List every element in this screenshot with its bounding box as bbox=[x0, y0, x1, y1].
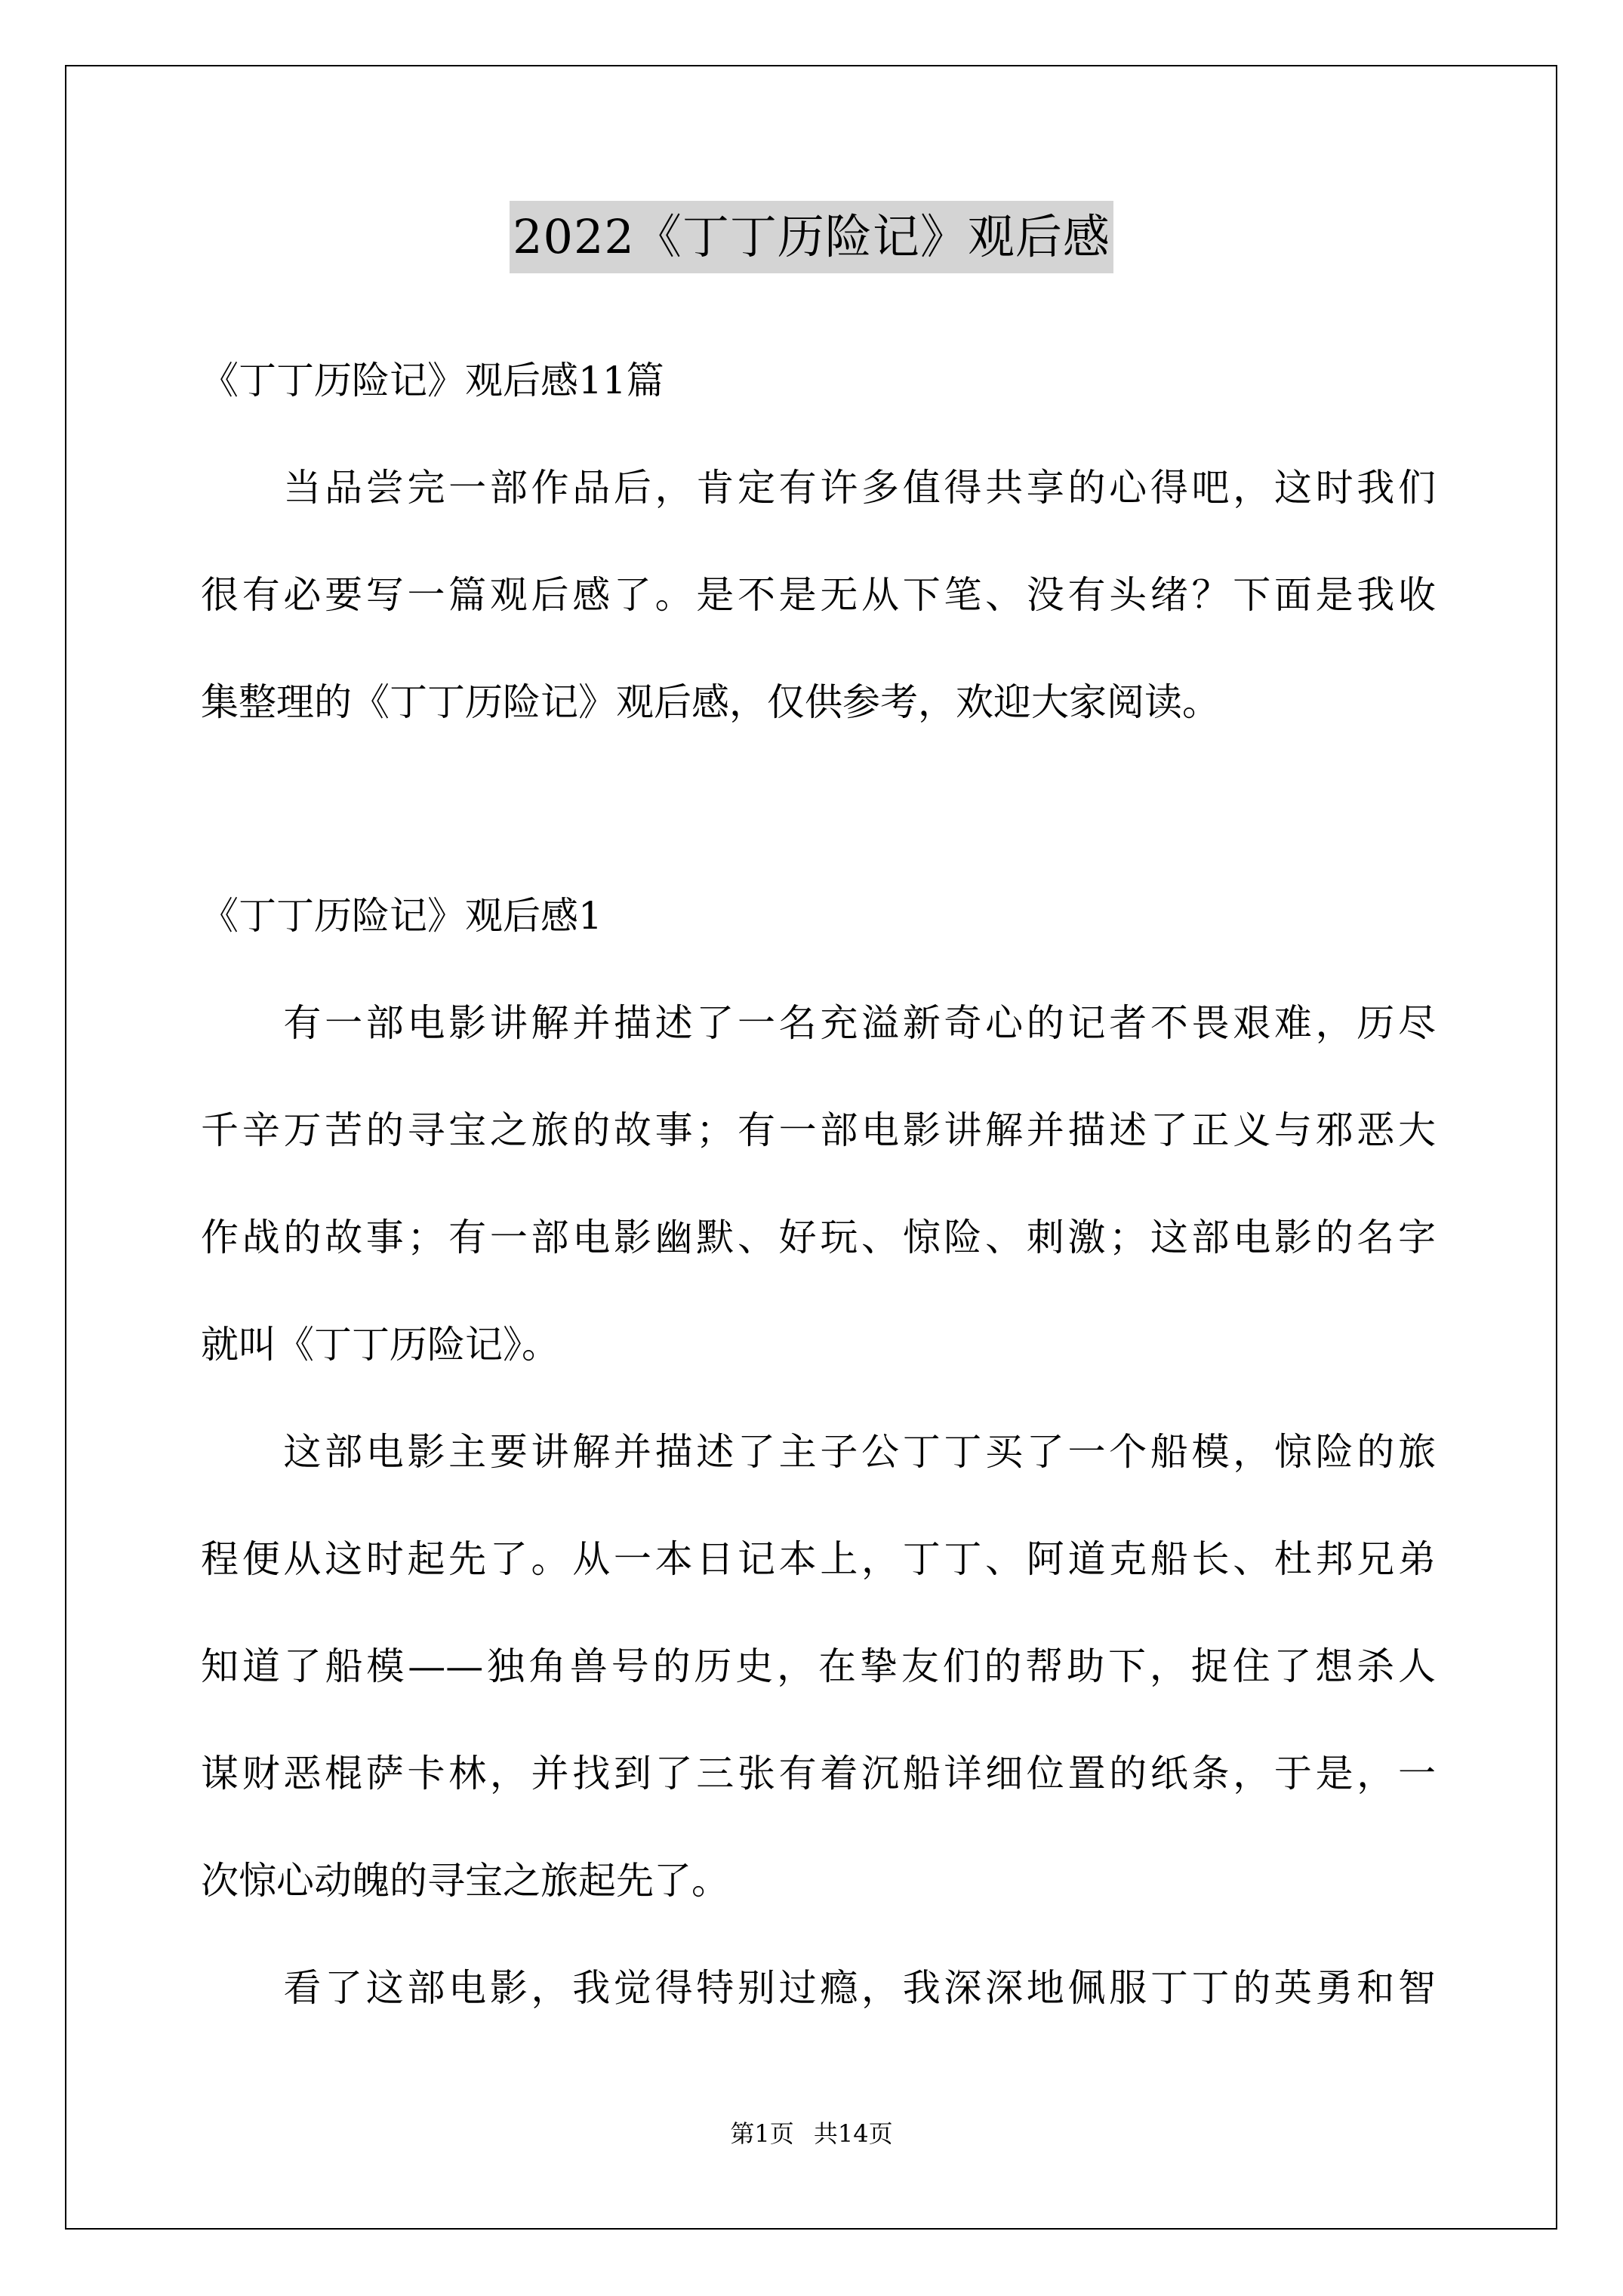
paragraph-line: 这部电影主要讲解并描述了主子公丁丁买了一个船模，惊险的旅 bbox=[201, 1430, 1436, 1474]
paragraph-line: 作战的故事；有一部电影幽默、好玩、惊险、刺激；这部电影的名字 bbox=[201, 1216, 1436, 1259]
paragraph-line: 千辛万苦的寻宝之旅的故事；有一部电影讲解并描述了正义与邪恶大 bbox=[201, 1108, 1436, 1152]
intro-line: 集整理的《丁丁历险记》观后感，仅供参考，欢迎大家阅读。 bbox=[201, 680, 1220, 724]
intro-line: 很有必要写一篇观后感了。是不是无从下笔、没有头绪？下面是我收 bbox=[201, 573, 1436, 617]
page-footer bbox=[0, 2117, 1623, 2150]
paragraph-line: 次惊心动魄的寻宝之旅起先了。 bbox=[201, 1859, 729, 1903]
page-total: 共14页 bbox=[813, 2119, 893, 2148]
paragraph-line: 谋财恶棍萨卡林，并找到了三张有着沉船详细位置的纸条，于是，一 bbox=[201, 1752, 1436, 1795]
paragraph-line: 看了这部电影，我觉得特别过瘾，我深深地佩服丁丁的英勇和智 bbox=[201, 1966, 1436, 2010]
paragraph-line: 知道了船模——独角兽号的历史，在挚友们的帮助下，捉住了想杀人 bbox=[201, 1644, 1436, 1688]
paragraph-line: 程便从这时起先了。从一本日记本上，丁丁、阿道克船长、杜邦兄弟 bbox=[201, 1537, 1436, 1581]
intro-line: 当品尝完一部作品后，肯定有许多值得共享的心得吧，这时我们 bbox=[201, 466, 1436, 510]
page-number: 第1页 bbox=[730, 2119, 794, 2148]
paragraph-line: 有一部电影讲解并描述了一名充溢新奇心的记者不畏艰难，历尽 bbox=[201, 1001, 1436, 1045]
document-subtitle: 《丁丁历险记》观后感11篇 bbox=[201, 359, 664, 402]
document-title: 2022《丁丁历险记》观后感 bbox=[510, 201, 1113, 273]
paragraph-line: 就叫《丁丁历险记》。 bbox=[201, 1323, 559, 1367]
section-heading: 《丁丁历险记》观后感1 bbox=[201, 894, 602, 938]
title-container bbox=[0, 201, 1623, 273]
